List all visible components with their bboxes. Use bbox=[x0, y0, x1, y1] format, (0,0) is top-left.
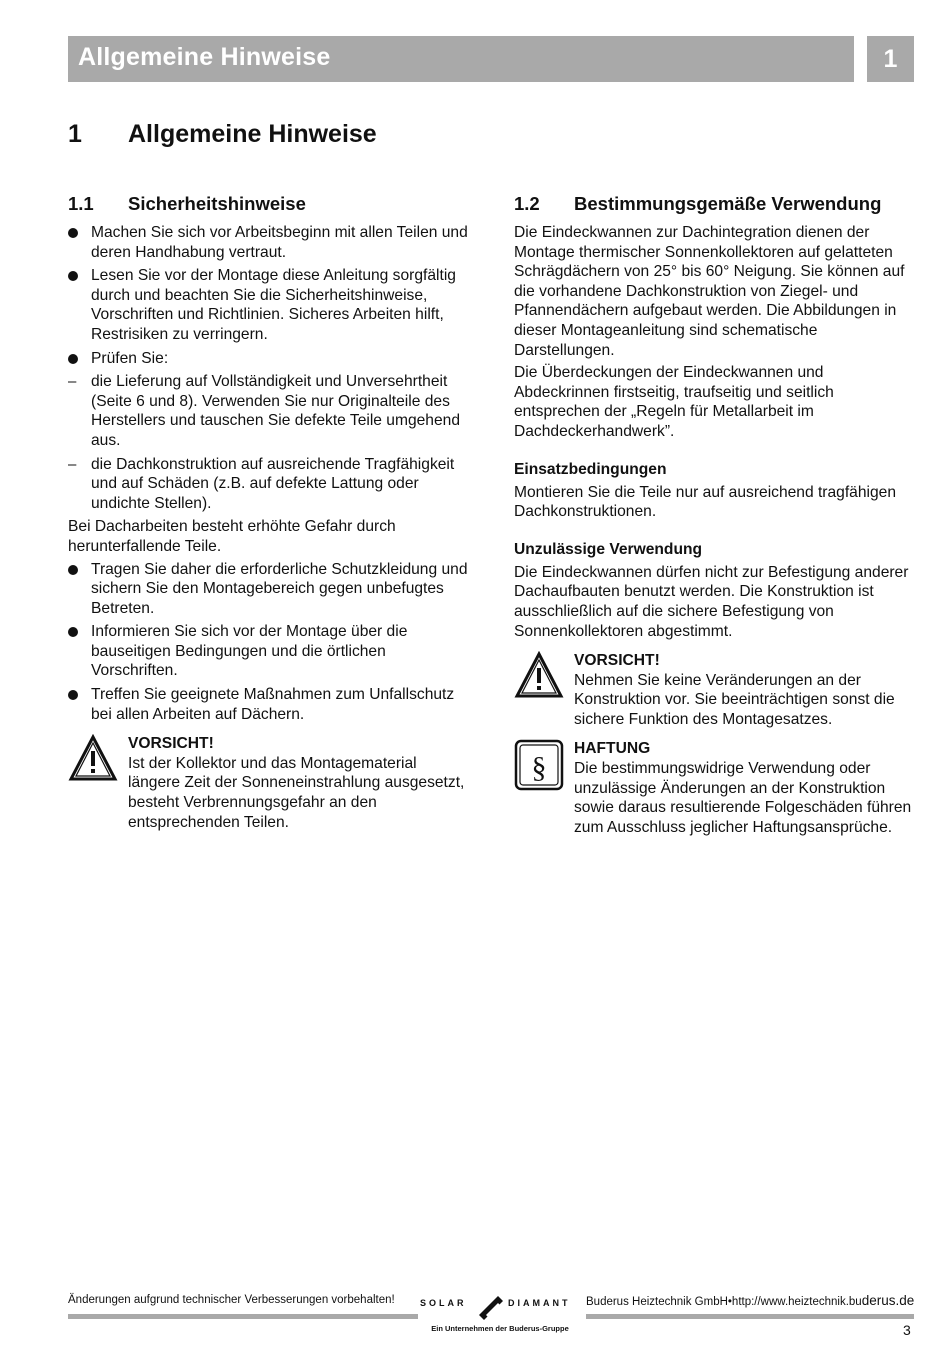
warning-triangle-icon bbox=[68, 734, 118, 788]
dash-icon: – bbox=[68, 373, 77, 391]
section-heading-1-2 bbox=[514, 192, 914, 216]
diamond-logo-icon bbox=[476, 1293, 506, 1323]
bullet-icon bbox=[68, 223, 78, 244]
section-title: Bestimmungsgemäße Verwendung bbox=[574, 193, 882, 214]
footer-company: Buderus Heiztechnik GmbH•http://www.heiztechnik.buderus.de bbox=[586, 1293, 915, 1308]
subheading-unzulaessige-verwendung: Unzulässige Verwendung bbox=[514, 540, 703, 558]
warning-triangle-icon bbox=[514, 651, 564, 705]
logo-subtitle: Ein Unternehmen der Buderus-Gruppe bbox=[431, 1324, 569, 1333]
paragraph: Die Überdeckungen der Eindeckwannen und Abdeckrinnen firstseitig, traufseitig und seitlich entsprechen der „Regeln für Metallarbeit im Dachdeckerhandwerk”. bbox=[514, 364, 834, 440]
paragraph: Montieren Sie die Teile nur auf ausreichend tragfähigen Dachkonstruktionen. bbox=[514, 483, 897, 521]
notice-text: Ist der Kollektor und das Montagematerial längere Zeit der Sonneneinstrahlung ausgesetzt, besteht Verbrennungsgefahr an den entsprechenden Teilen. bbox=[128, 754, 465, 831]
footer-divider-left bbox=[68, 1314, 418, 1319]
list-item: Machen Sie sich vor Arbeitsbeginn mit allen Teilen und deren Handhabung vertraut. bbox=[68, 223, 468, 262]
solar-diamant-logo bbox=[420, 1293, 580, 1343]
logo-word-left: SOLAR bbox=[420, 1298, 467, 1308]
paragraph-sign-icon bbox=[514, 739, 564, 797]
dash-item: – die Dachkonstruktion auf ausreichende Tragfähigkeit und auf Schäden (z.B. auf defekte Lattung oder undichte Stellen). bbox=[68, 455, 455, 512]
header-chapter-number: 1 bbox=[867, 36, 914, 82]
header-bar bbox=[68, 36, 854, 82]
paragraph: Die Eindeckwannen zur Dachintegration dienen der Montage thermischer Sonnenkollektoren auf gelatteten Schrägdächern von 25° bis 60° Neigung. Sie können auf die vorhandene Dachkonstruktion von Ziegel- und Pfannendächern aufgebaut werden. Die Abbildungen in dieser Montageanleitung sind schematische Darstellungen. bbox=[514, 224, 905, 359]
section-heading-1-1 bbox=[68, 192, 468, 216]
list-item: Lesen Sie vor der Montage diese Anleitung sorgfältig durch und beachten Sie die Sicherheitshinweise, Vorschriften und Richtlinien. Sicheres Arbeiten hilft, Restrisiken zu verringern. bbox=[68, 266, 468, 344]
notice-text: Nehmen Sie keine Veränderungen an der Konstruktion vor. Sie beeinträchtigen sonst die sichere Funktion des Montagesatzes. bbox=[574, 671, 895, 728]
list-item: Treffen Sie geeignete Maßnahmen zum Unfallschutz bei allen Arbeiten auf Dächern. bbox=[68, 685, 468, 724]
notice-title: VORSICHT! bbox=[574, 652, 660, 670]
chapter-number: 1 bbox=[68, 120, 82, 148]
page-number: 3 bbox=[903, 1322, 911, 1338]
notice-title: VORSICHT! bbox=[128, 735, 214, 753]
bullet-icon bbox=[68, 266, 78, 287]
chapter-title: Allgemeine Hinweise bbox=[128, 120, 377, 148]
paragraph: Die Eindeckwannen dürfen nicht zur Befestigung anderer Dachaufbauten benutzt werden. Die Konstruktion ist ausschließlich auf die sichere Befestigung von Sonnenkollektoren abgestimmt. bbox=[514, 563, 909, 640]
list-item: Prüfen Sie: bbox=[68, 349, 468, 369]
bullet-icon bbox=[68, 685, 78, 706]
left-column bbox=[68, 192, 468, 832]
list-item: Tragen Sie daher die erforderliche Schutzkleidung und sichern Sie den Montagebereich gegen unbefugtes Betreten. bbox=[68, 560, 468, 619]
bullet-icon bbox=[68, 349, 78, 370]
bullet-icon bbox=[68, 622, 78, 643]
dash-item: – die Lieferung auf Vollständigkeit und Unversehrtheit (Seite 6 und 8). Verwenden Sie nur Originalteile des Herstellers und tauschen Sie defekte Teile umgehend aus. bbox=[68, 373, 460, 449]
notice-text: Die bestimmungswidrige Verwendung oder unzulässige Änderungen an der Konstruktion sowie daraus resultierende Folgeschäden führen zum Ausschluss jeglicher Haftungsansprüche. bbox=[574, 760, 912, 836]
footer-disclaimer: Änderungen aufgrund technischer Verbesserungen vorbehalten! bbox=[68, 1294, 395, 1306]
paragraph: Bei Dacharbeiten besteht erhöhte Gefahr durch herunterfallende Teile. bbox=[68, 518, 396, 555]
caution-notice bbox=[514, 651, 914, 729]
caution-notice bbox=[68, 734, 468, 832]
svg-text:§: § bbox=[531, 751, 547, 785]
liability-notice bbox=[514, 739, 914, 837]
right-column bbox=[514, 192, 914, 837]
section-number: 1.1 bbox=[68, 193, 94, 214]
list-item: Informieren Sie sich vor der Montage über die bauseitigen Bedingungen und die örtlichen Vorschriften. bbox=[68, 622, 468, 681]
bullet-icon bbox=[68, 560, 78, 581]
chapter-heading bbox=[68, 120, 377, 149]
footer-divider-right bbox=[586, 1314, 914, 1319]
logo-word-right: DIAMANT bbox=[508, 1298, 571, 1308]
subheading-einsatzbedingungen: Einsatzbedingungen bbox=[514, 460, 667, 478]
section-title: Sicherheitshinweise bbox=[128, 193, 306, 214]
section-number: 1.2 bbox=[514, 193, 540, 214]
notice-title: HAFTUNG bbox=[574, 740, 651, 758]
dash-icon: – bbox=[68, 455, 77, 473]
header-title: Allgemeine Hinweise bbox=[78, 43, 331, 71]
